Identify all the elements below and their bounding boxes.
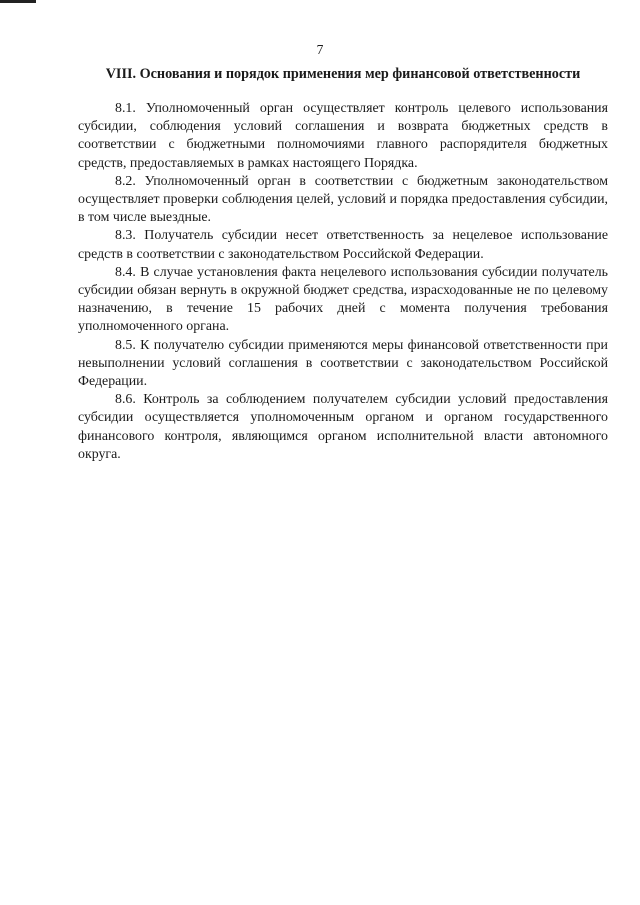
paragraph-8-4: 8.4. В случае установления факта нецелевого использования субсидии получатель субсидии обязан вернуть в окружной бюджет средства, израсходованные не по целевому назначению, в течение 15 рабочих дней с момента получения требования уполномоченного органа. xyxy=(78,264,608,335)
paragraph-8-5: 8.5. К получателю субсидии применяются меры финансовой ответственности при невыполнении условий соглашения в соответствии с законодательством Российской Федерации. xyxy=(78,337,608,390)
paragraph-8-6: 8.6. Контроль за соблюдением получателем субсидии условий предоставления субсидии осуществляется уполномоченным органом и органом государственного финансового контроля, являющимся органом исполнительной власти автономного округа. xyxy=(78,392,608,462)
page-number: 7 xyxy=(316,42,324,57)
paragraph-8-3: 8.3. Получатель субсидии несет ответственность за нецелевое использование средств в соответствии с законодательством Российской Федерации. xyxy=(78,228,608,262)
scan-corner-mark xyxy=(0,0,36,3)
section-title: VIII. Основания и порядок применения мер финансовой ответственности xyxy=(105,66,581,82)
paragraph-8-1: 8.1. Уполномоченный орган осуществляет контроль целевого использования субсидии, соблюдения условий соглашения и возврата бюджетных средств в соответствии с бюджетными полномочиями главного распорядителя бюджетных средств, предоставляемых в рамках настоящего Порядка. xyxy=(78,101,608,171)
paragraph-8-2: 8.2. Уполномоченный орган в соответствии с бюджетным законодательством осуществляет проверки соблюдения целей, условий и порядка предоставления субсидии, в том числе выездные. xyxy=(78,173,608,226)
document-body xyxy=(78,100,608,464)
